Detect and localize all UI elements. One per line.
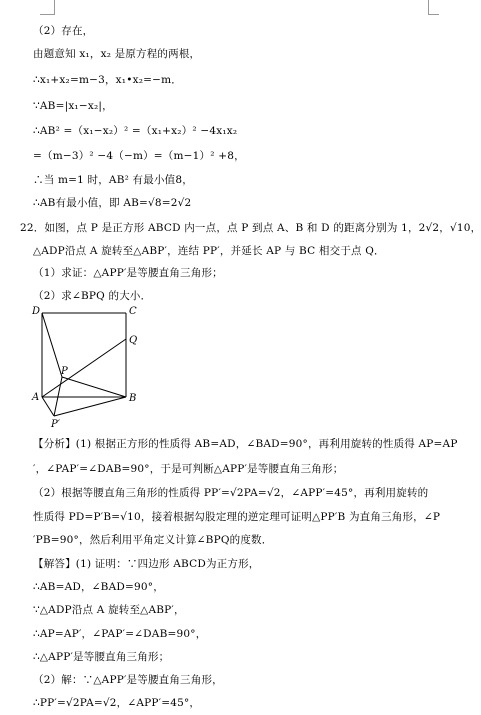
text-line: ∴x₁+x₂=m−3，x₁•x₂=−m． [33, 74, 182, 86]
label-p: P [61, 366, 68, 377]
solution-text: 【解答】(1) 证明：∵四边形 ABCD为正方形， [33, 558, 260, 570]
analysis-text: ′，∠PAP′=∠DAB=90°，于是可判断△APP′是等腰直角三角形； [33, 463, 344, 475]
question-2: （2）求∠BPQ 的大小． [33, 290, 152, 302]
analysis-text: 性质得 PD=P′B=√10，接着根据勾股定理的逆定理可证明△PP′B 为直角三角形，∠P [33, 511, 441, 523]
problem-statement: 22．如图，点 P 是正方形 ABCD 内一点，点 P 到点 A、B 和 D 的距离分别为 1，2√2，√10， [20, 222, 481, 234]
label-p-prime: P′ [51, 419, 60, 428]
page-corner-mark-left [40, 0, 55, 15]
solution-text: ∵△ADP沿点 A 旋转至△ABP′， [33, 604, 185, 616]
analysis-text: 【分析】(1) 根据正方形的性质得 AB=AD，∠BAD=90°，再利用旋转的性质得 AP=AP [33, 438, 458, 450]
label-d: D [32, 306, 41, 317]
segment-ap-prime [42, 397, 54, 416]
question-1: （1）求证：△APP′是等腰直角三角形； [33, 267, 223, 279]
text-line: ∴当 m=1 时，AB² 有最小值8， [33, 174, 193, 186]
text-line: （2）存在， [33, 25, 94, 37]
text-line: =（m−3）² −4（−m）=（m−1）² +8， [33, 150, 245, 162]
segment-aq [42, 339, 126, 397]
solution-text: ∴PP′=√2PA=√2，∠APP′=45°， [33, 697, 201, 709]
label-a: A [32, 392, 40, 403]
problem-statement: △ADP沿点 A 旋转至△ABP′，连结 PP′，并延长 AP 与 BC 相交于点 Q． [33, 245, 385, 257]
text-line: 由题意知 x₁，x₂ 是原方程的两根， [33, 48, 201, 60]
geometry-figure [30, 304, 162, 428]
solution-text: （2）解：∵△APP′是等腰直角三角形， [33, 674, 223, 686]
analysis-text: ′PB=90°，然后利用平角定义计算∠BPQ的度数． [33, 534, 273, 546]
analysis-text: （2）根据等腰直角三角形的性质得 PP′=√2PA=√2，∠APP′=45°，再利用旋转的 [33, 487, 429, 499]
text-line: ∴AB有最小值，即 AB=√8=2√2 [33, 197, 192, 209]
text-line: ∵AB=|x₁−x₂|， [33, 100, 113, 112]
label-b: B [129, 393, 137, 404]
label-q: Q [129, 335, 138, 346]
label-c: C [129, 306, 137, 317]
page-corner-mark-right [428, 0, 439, 15]
text-line: ∴AB² =（x₁−x₂）² =（x₁+x₂）² −4x₁x₂ [33, 125, 238, 137]
solution-text: ∴AP=AP′，∠PAP′=∠DAB=90°， [33, 628, 207, 640]
segment-pb [62, 377, 126, 397]
segment-p-prime-b [54, 397, 126, 416]
solution-text: ∴AB=AD，∠BAD=90°， [33, 581, 164, 593]
segment-dp [42, 313, 62, 377]
solution-text: ∴△APP′是等腰直角三角形； [33, 651, 170, 663]
